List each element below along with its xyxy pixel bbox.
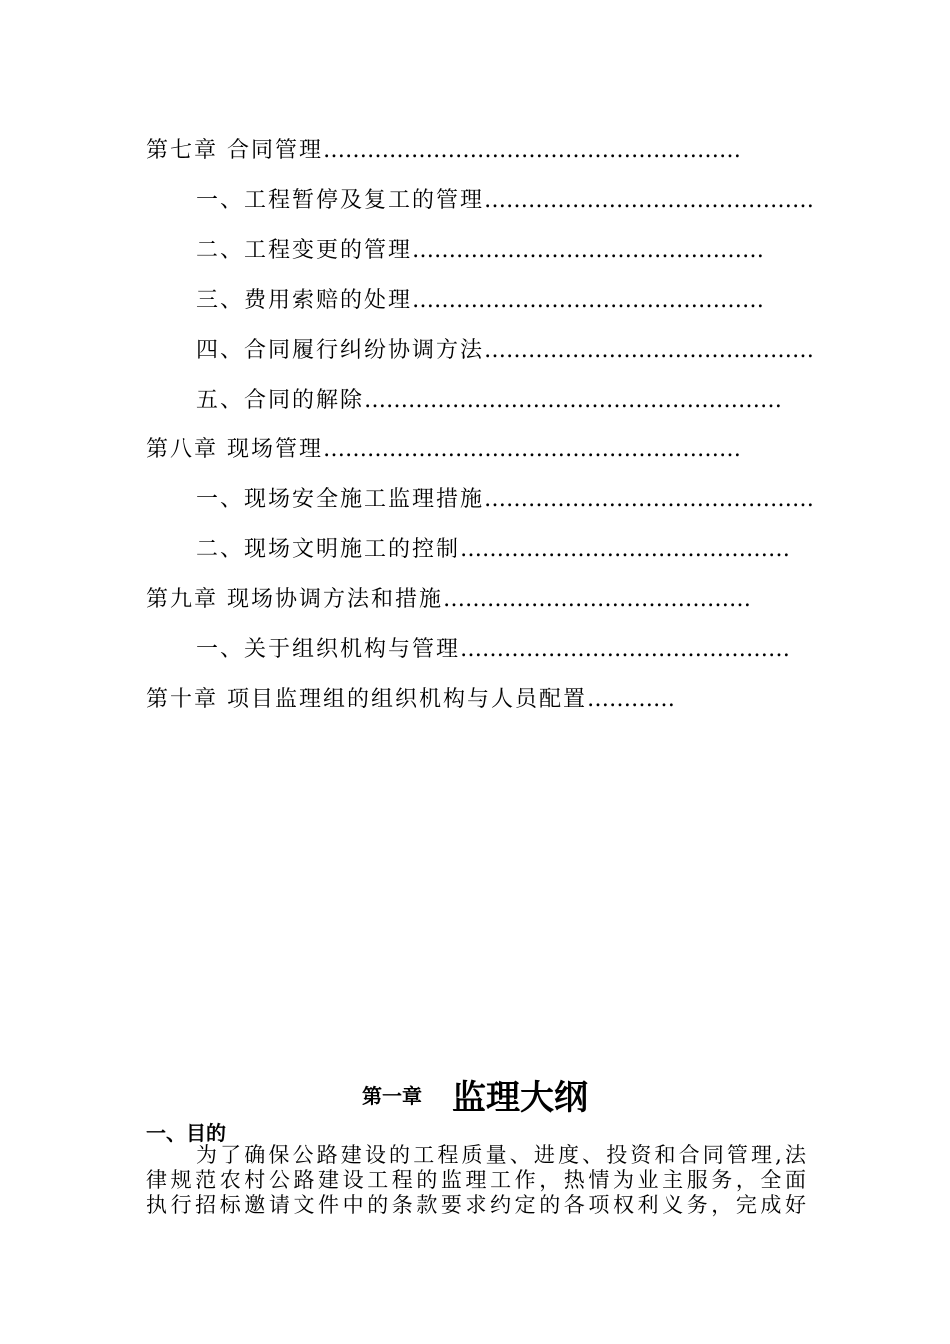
toc-leader-dots: ………………………………………… [412, 238, 765, 263]
toc-leader-dots: ……………………………………… [484, 338, 815, 363]
toc-entry-7-3[interactable] [196, 286, 764, 316]
toc-leader-dots: ………………………………………………… [323, 138, 741, 163]
toc-entry-7-1[interactable] [196, 186, 814, 216]
toc-entry-9-1[interactable] [196, 635, 790, 665]
toc-entry-text: 三、费用索赔的处理 [196, 288, 413, 313]
toc-entry-text: 一、现场安全施工监理措施 [196, 487, 485, 512]
toc-leader-dots: ……………………………………… [484, 487, 815, 512]
toc-leader-dots: ………………………………………… [412, 288, 765, 313]
toc-leader-dots: …………………………………… [443, 587, 751, 612]
paragraph-line: 执行招标邀请文件中的条款要求约定的各项权利义务，完成好 [146, 1193, 806, 1217]
toc-entry-text: 第七章 合同管理 [146, 138, 323, 163]
toc-entry-text: 二、现场文明施工的控制 [196, 537, 461, 562]
toc-entry-text: 一、关于组织机构与管理 [196, 637, 461, 662]
chapter-number: 第一章 [362, 1084, 422, 1108]
chapter-name: 监理大纲 [452, 1078, 588, 1118]
toc-entry-7-5[interactable] [196, 386, 782, 416]
toc-entry-chapter-8[interactable] [146, 435, 741, 465]
toc-leader-dots: ………………………………………………… [323, 437, 741, 462]
toc-entry-text: 第八章 现场管理 [146, 437, 323, 462]
toc-leader-dots: ……………………………………… [460, 537, 791, 562]
section-heading: 一、目的 [146, 1121, 226, 1145]
toc-leader-dots: ……………………………………… [460, 637, 791, 662]
toc-entry-8-1[interactable] [196, 485, 814, 515]
toc-entry-7-2[interactable] [196, 236, 764, 266]
paragraph-line: 律规范农村公路建设工程的监理工作，热情为业主服务，全面 [146, 1168, 806, 1192]
toc-entry-text: 五、合同的解除 [196, 388, 365, 413]
toc-entry-text: 四、合同履行纠纷协调方法 [196, 338, 485, 363]
toc-entry-7-4[interactable] [196, 336, 814, 366]
toc-entry-text: 一、工程暂停及复工的管理 [196, 188, 485, 213]
toc-leader-dots: ………………………………………………… [364, 388, 783, 413]
toc-leader-dots: ………… [587, 687, 675, 712]
body-paragraph [146, 1143, 806, 1218]
chapter-heading [0, 1070, 950, 1119]
toc-entry-chapter-9[interactable] [146, 585, 751, 615]
toc-leader-dots: ……………………………………… [484, 188, 815, 213]
paragraph-line: 为了确保公路建设的工程质量、进度、投资和合同管理,法 [196, 1143, 806, 1167]
toc-entry-text: 第九章 现场协调方法和措施 [146, 587, 443, 612]
toc-entry-text: 第十章 项目监理组的组织机构与人员配置 [146, 687, 587, 712]
toc-entry-chapter-10[interactable] [146, 685, 675, 715]
toc-entry-8-2[interactable] [196, 535, 790, 565]
toc-entry-text: 二、工程变更的管理 [196, 238, 413, 263]
toc-entry-chapter-7[interactable] [146, 136, 741, 166]
